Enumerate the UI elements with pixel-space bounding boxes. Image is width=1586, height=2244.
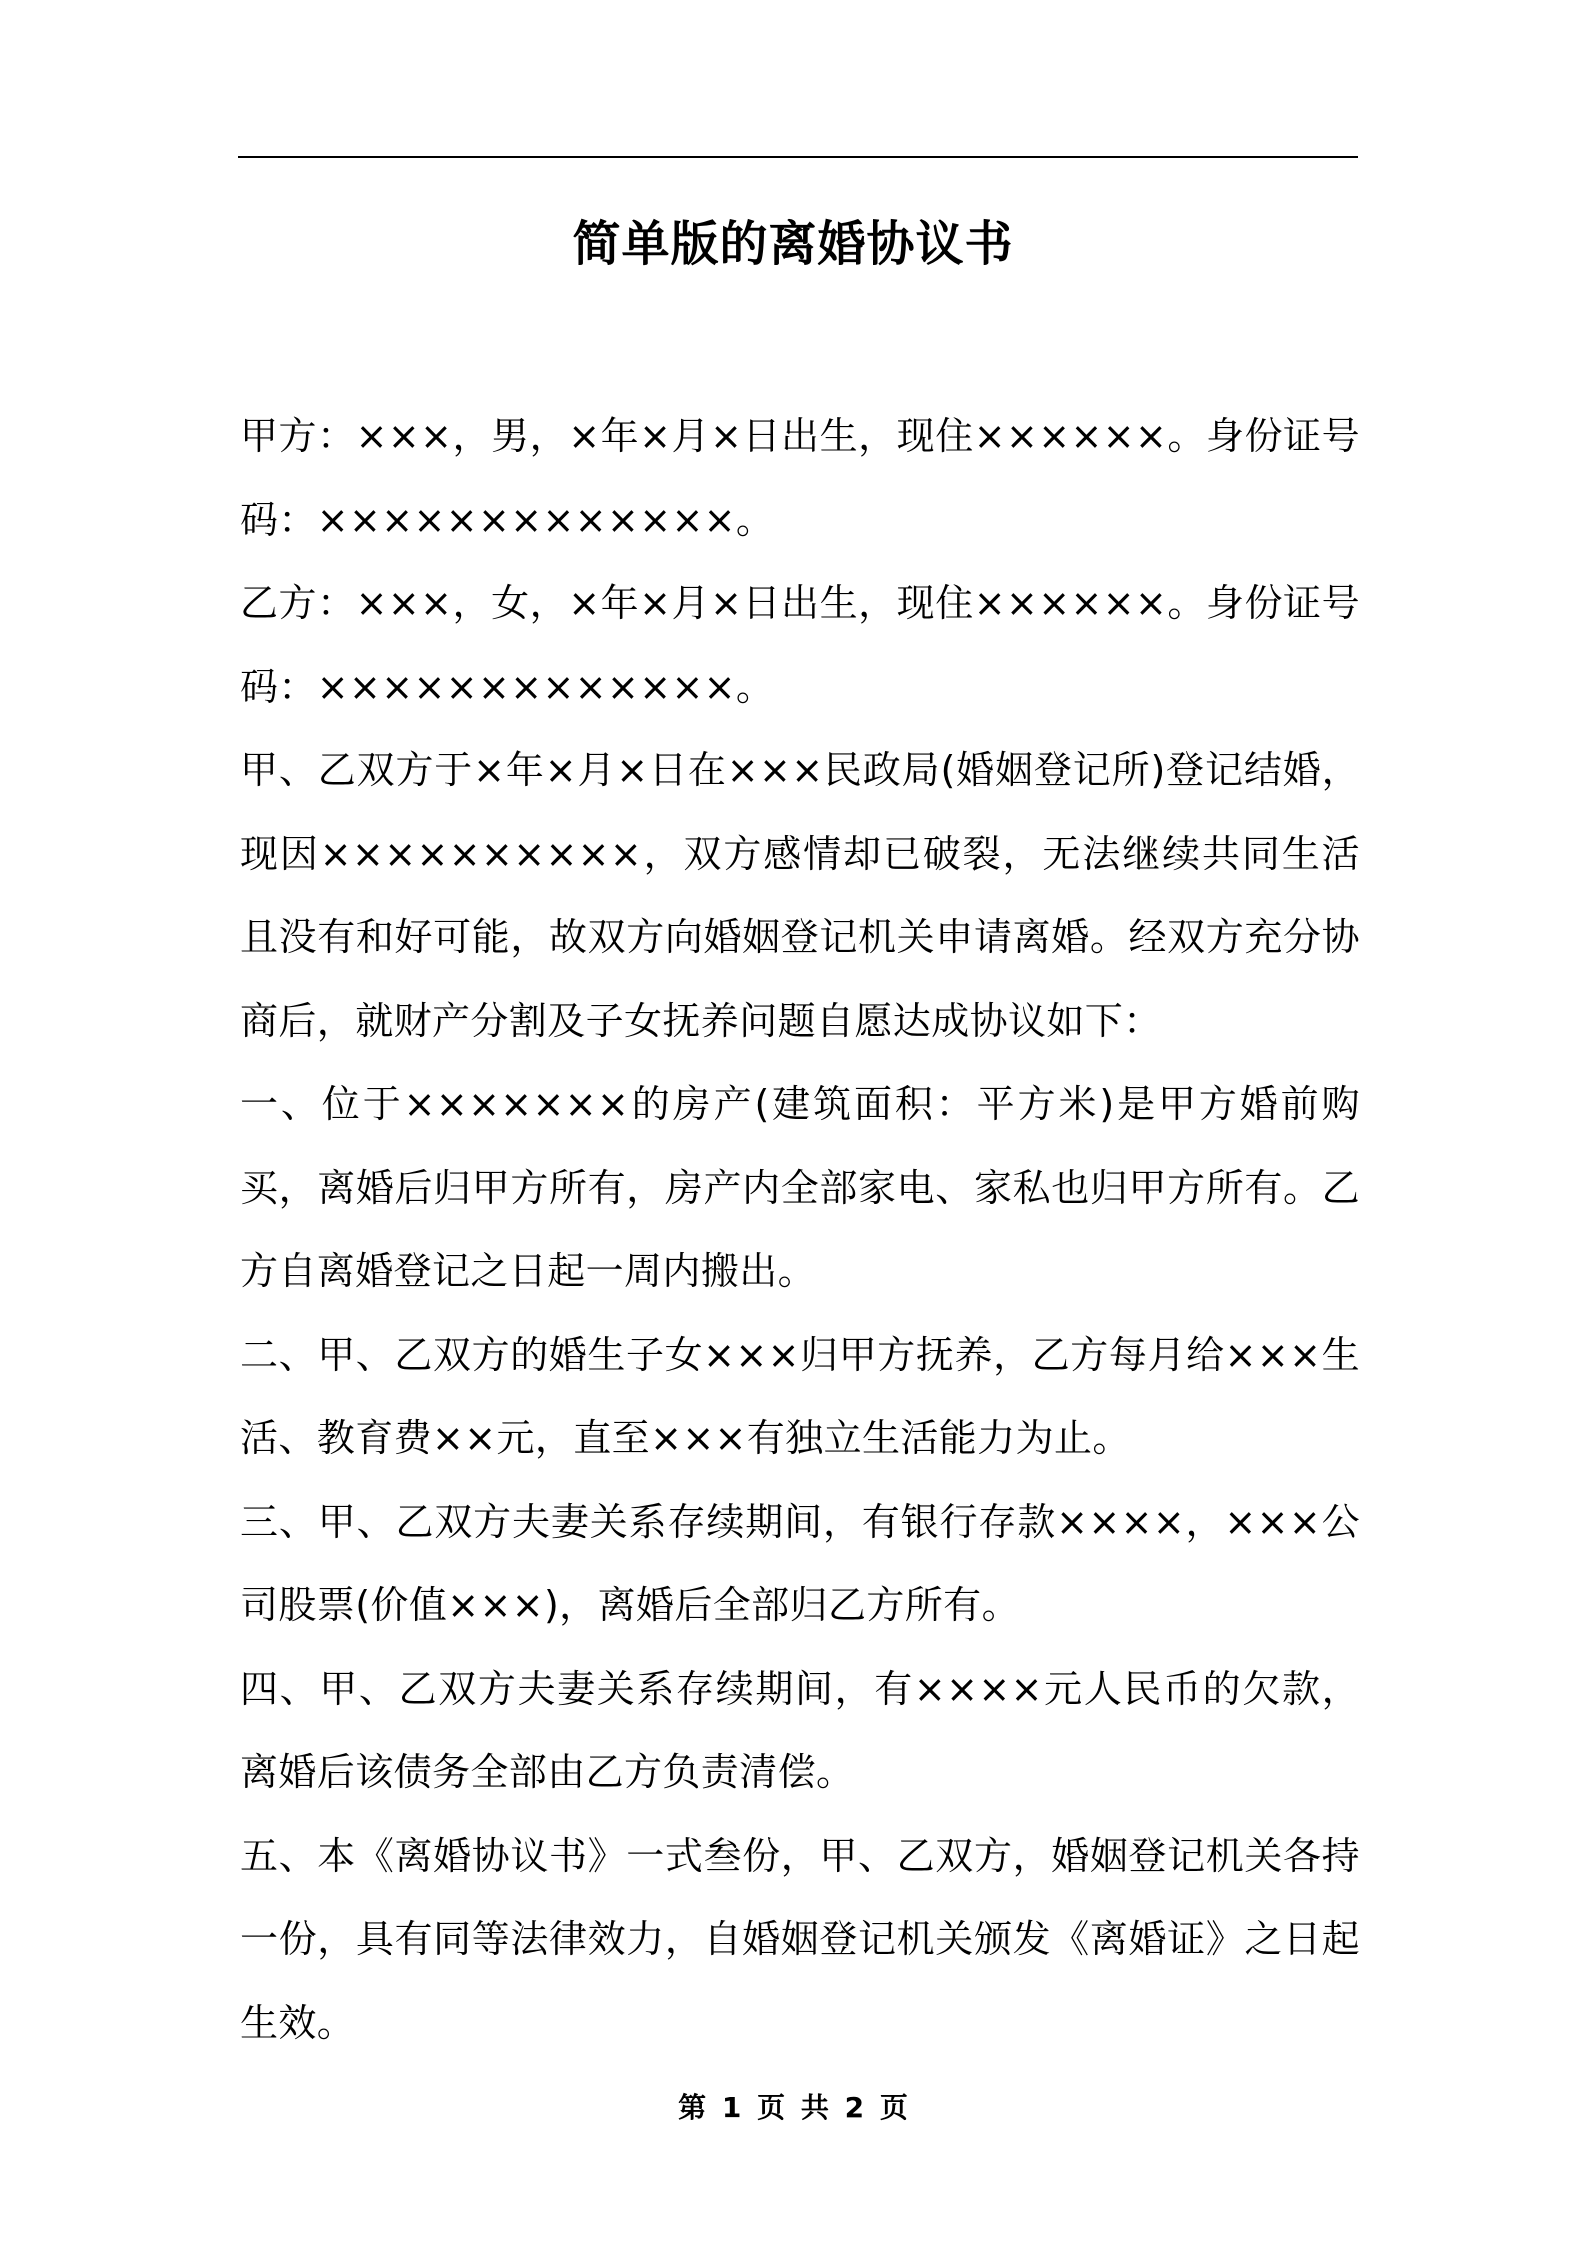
- paragraph-party-a: 甲方：×××，男，×年×月×日出生，现住××××××。身份证号码：×××××××××××××。: [240, 414, 1360, 542]
- paragraph-clause-2: 二、甲、乙双方的婚生子女×××归甲方抚养，乙方每月给×××生活、教育费××元，直至×××有独立生活能力为止。: [240, 1332, 1360, 1460]
- paragraph-clause-1: 一、位于×××××××的房产(建筑面积：平方米)是甲方婚前购买，离婚后归甲方所有，房产内全部家电、家私也归甲方所有。乙方自离婚登记之日起一周内搬出。: [240, 1082, 1360, 1293]
- paragraph-party-b: 乙方：×××，女，×年×月×日出生，现住××××××。身份证号码：×××××××××××××。: [240, 581, 1360, 709]
- paragraph-clause-4: 四、甲、乙双方夫妻关系存续期间，有××××元人民币的欠款，离婚后该债务全部由乙方负责清偿。: [240, 1666, 1360, 1794]
- header-rule: [238, 156, 1358, 158]
- paragraph-preamble: 甲、乙双方于×年×月×日在×××民政局(婚姻登记所)登记结婚，现因××××××××××，双方感情却已破裂，无法继续共同生活且没有和好可能，故双方向婚姻登记机关申请离婚。经双方充分协商后，就财产分割及子女抚养问题自愿达成协议如下：: [240, 748, 1360, 1043]
- document-body: [240, 395, 1360, 2065]
- page-indicator: 第 1 页 共 2 页: [678, 2091, 908, 2124]
- document-title: 简单版的离婚协议书: [572, 216, 1014, 272]
- paragraph-clause-3: 三、甲、乙双方夫妻关系存续期间，有银行存款××××，×××公司股票(价值×××)，离婚后全部归乙方所有。: [240, 1499, 1360, 1627]
- paragraph-clause-5: 五、本《离婚协议书》一式叁份，甲、乙双方，婚姻登记机关各持一份，具有同等法律效力，自婚姻登记机关颁发《离婚证》之日起生效。: [240, 1833, 1360, 2045]
